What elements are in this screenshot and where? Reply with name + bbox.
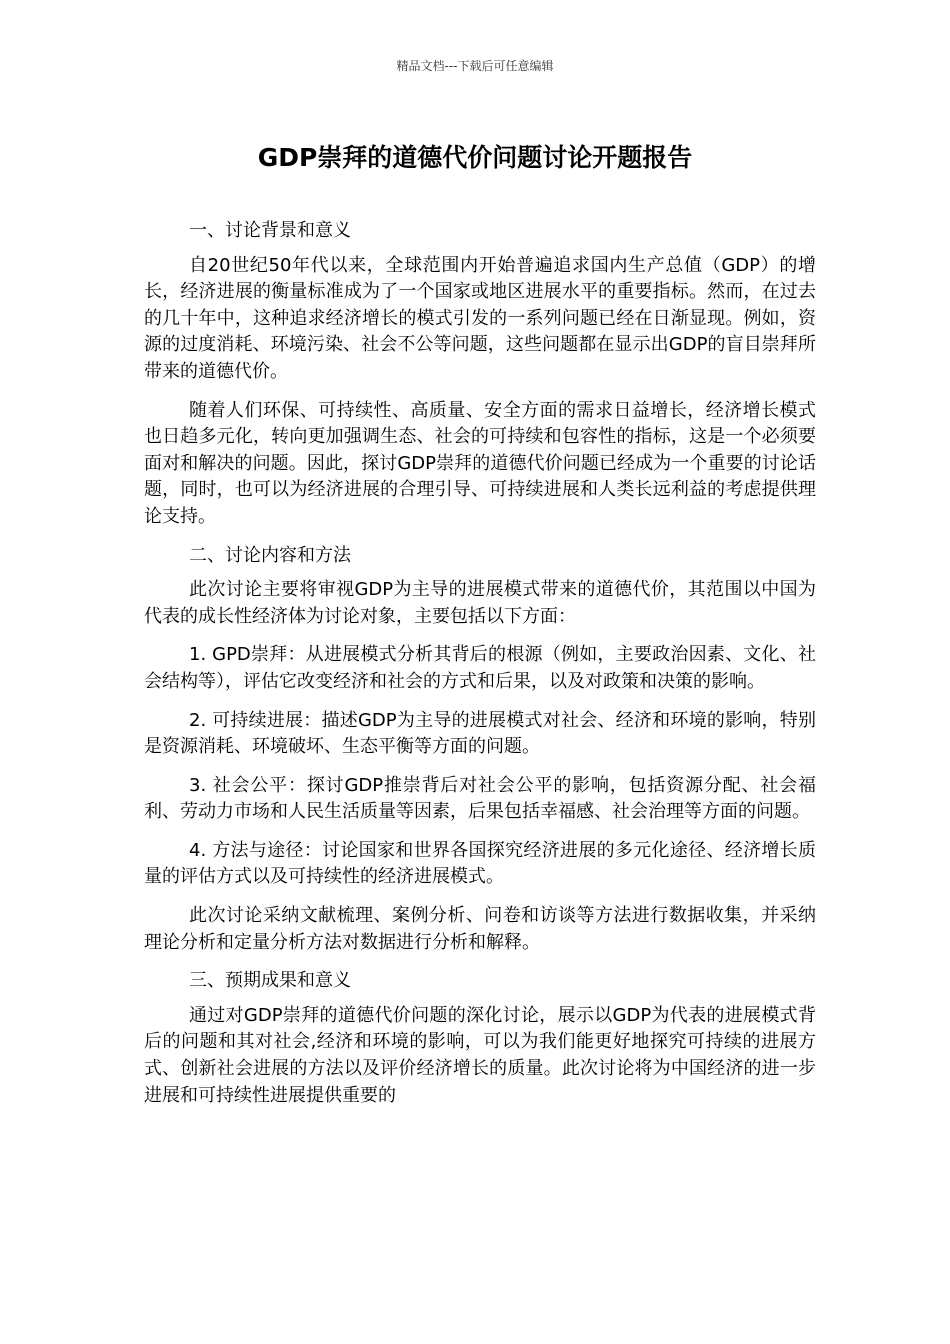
- section-heading: 三、预期成果和意义: [189, 970, 351, 992]
- body-paragraph: 1. GPD崇拜：从进展模式分析其背后的根源（例如，主要政治因素、文化、社会结构等），评估它改变经济和社会的方式和后果，以及对政策和决策的影响。: [144, 644, 816, 692]
- header-note: 精品文档---下载后可任意编辑: [396, 59, 554, 73]
- body-paragraph: 自20世纪50年代以来，全球范围内开始普遍追求国内生产总值（GDP）的增长，经济进展的衡量标准成为了一个国家或地区进展水平的重要指标。然而，在过去的几十年中，这种追求经济增长的模式引发的一系列问题已经在日渐显现。例如，资源的过度消耗、环境污染、社会不公等问题，这些问题都在显示出GDP的盲目崇拜所带来的道德代价。: [144, 254, 816, 382]
- body-paragraph: 2. 可持续进展：描述GDP为主导的进展模式对社会、经济和环境的影响，特别是资源消耗、环境破坏、生态平衡等方面的问题。: [144, 709, 816, 758]
- body-paragraph: 随着人们环保、可持续性、高质量、安全方面的需求日益增长，经济增长模式也日趋多元化，转向更加强调生态、社会的可持续和包容性的指标，这是一个必须要面对和解决的问题。因此，探讨GDP崇拜的道德代价问题已经成为一个重要的讨论话题，同时，也可以为经济进展的合理引导、可持续进展和人类长远利益的考虑提供理论支持。: [144, 399, 816, 527]
- page-title: GDP崇拜的道德代价问题讨论开题报告: [257, 143, 693, 172]
- body-paragraph: 通过对GDP崇拜的道德代价问题的深化讨论，展示以GDP为代表的进展模式背后的问题和其对社会,经济和环境的影响，可以为我们能更好地探究可持续的进展方式、创新社会进展的方法以及评价经济增长的质量。此次讨论将为中国经济的进一步进展和可持续性进展提供重要的: [144, 1004, 816, 1106]
- document-body: [144, 218, 816, 1121]
- body-paragraph: 3. 社会公平：探讨GDP推崇背后对社会公平的影响，包括资源分配、社会福利、劳动力市场和人民生活质量等因素，后果包括幸福感、社会治理等方面的问题。: [144, 774, 816, 823]
- body-paragraph: 此次讨论主要将审视GDP为主导的进展模式带来的道德代价，其范围以中国为代表的成长性经济体为讨论对象，主要包括以下方面：: [144, 579, 816, 627]
- section-heading: 一、讨论背景和意义: [189, 220, 351, 241]
- body-paragraph: 此次讨论采纳文献梳理、案例分析、问卷和访谈等方法进行数据收集，并采纳理论分析和定量分析方法对数据进行分析和解释。: [144, 905, 816, 953]
- body-paragraph: 4. 方法与途径：讨论国家和世界各国探究经济进展的多元化途径、经济增长质量的评估方式以及可持续性的经济进展模式。: [144, 839, 816, 888]
- section-heading: 二、讨论内容和方法: [189, 544, 351, 566]
